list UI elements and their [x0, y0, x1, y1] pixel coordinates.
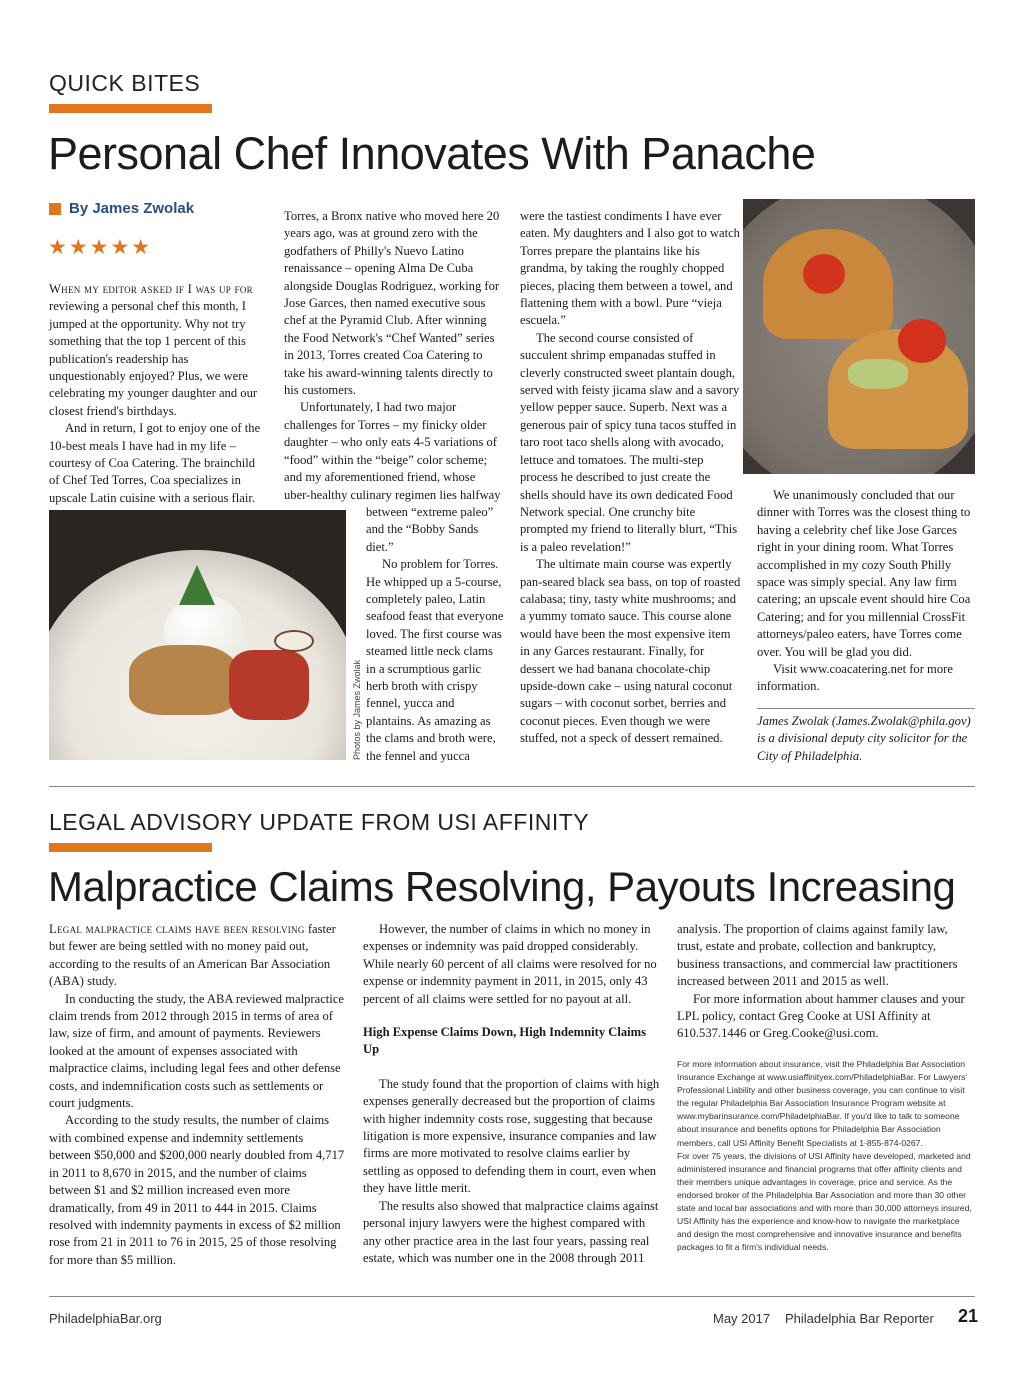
subhead: High Expense Claims Down, High Indemnity Claims Up	[363, 1025, 647, 1057]
cake-slice	[129, 645, 239, 715]
paragraph: In conducting the study, the ABA reviewed malpractice claim trends from 2012 through 2015 in terms of area of law, size of firm, and amount of payments. Reviewers looked at the amount of expenses associated with malpractice claims, including legal fees and other defense costs, and indemnification costs such as settlements or court judgments.	[49, 991, 344, 1111]
paragraph: No problem for Torres. He whipped up a 5-course, completely paleo, Latin seafood feast that everyone loved. The first course was steamed little neck clams in a scrumptious garlic herb broth with crispy fennel, yucca and plantains. As amazing as the clams and broth were, the fennel and yucca	[366, 557, 504, 763]
lead-in: When my editor asked if I was up for	[49, 282, 253, 296]
paragraph: According to the study results, the number of claims with combined expense and indemnity settlements between $50,000 and $200,000 nearly doubled from 4,717 in 2011 to 8,670 in 2015, and the number of claims between $1 and $2 million increased even more dramatically, from 49 in 2011 to 444 in 2015. Claims resolved with indemnity payments in excess of $2 million rose from 21 in 2011 to 76 in 2015, 25 of those resolving for more than $5 million.	[49, 1113, 345, 1267]
paragraph: We unanimously concluded that our dinner with Torres was the closest thing to having a celebrity chef like Jose Garces right in your dining room. What Torres accomplished in my cozy South Philly space was simply special. Any law firm catering; an upscale event should hire Coa Catering; and for you millennial CrossFit attorneys/paleo eaters, have Torres come over. You will be glad you did.	[757, 488, 971, 659]
paragraph: For more information about hammer clauses and your LPL policy, contact Greg Cooke at USI Affinity at 610.537.1446 or Greg.Cooke@usi.com.	[677, 991, 965, 1041]
section-label-quick-bites: QUICK BITES	[49, 70, 201, 96]
article-column-4	[757, 487, 977, 696]
paragraph: between “extreme paleo” and the “Bobby Sands diet.”	[366, 505, 494, 554]
tomato-slice	[898, 319, 946, 363]
tacos-photo	[743, 199, 975, 474]
paragraph: The second course consisted of succulent shrimp empanadas stuffed in cleverly constructed sweet plantain dough, served with feisty jicama slaw and a savory yellow pepper sauce. Superb. Next was a generous pair of spicy tuna tacos stuffed in taro root taco shells along with avocado, lettuce and tomatoes. The multi-step process he described to just create the shells should have its own dedicated Food Network special. One crunchy bite prompted my friend to literally blurt, “This is a paleo revelation!”	[520, 330, 740, 554]
rating-stars-icon: ★★★★★	[48, 235, 153, 259]
paragraph: Visit www.coacatering.net for more information.	[757, 662, 953, 694]
byline	[49, 200, 194, 217]
section-label-legal-advisory: LEGAL ADVISORY UPDATE FROM USI AFFINITY	[49, 809, 590, 835]
article-column-2-wrap	[366, 504, 504, 765]
section-accent-bar	[49, 104, 212, 113]
article-column-2	[363, 921, 661, 1267]
section-accent-bar	[49, 843, 212, 852]
avocado	[848, 359, 908, 389]
page-number: 21	[958, 1306, 979, 1326]
footer-site-link[interactable]: PhiladelphiaBar.org	[49, 1311, 162, 1326]
paragraph: And in return, I got to enjoy one of the 10-best meals I have had in my life – courtesy of Coa Catering. The brainchild of Chef Ted Torres, Coa specializes in upscale Latin cuisine with a serious flair.	[49, 421, 261, 505]
paragraph: The results also showed that malpractice claims against personal injury lawyers were the highest compared with any other practice area in the last four years, passing real estate, which was number one in the 2008 through 2011	[363, 1198, 659, 1265]
paragraph: Unfortunately, I had two major challenges for Torres – my finicky older daughter – who only eats 4-5 variations of “food” within the “beige” color scheme; and my aforementioned friend, whose uber-healthy culinary regimen lies halfway	[284, 400, 501, 502]
footer-publication: Philadelphia Bar Reporter	[785, 1311, 934, 1326]
bio-divider	[757, 708, 975, 709]
fine-print-paragraph: For more information about insurance, visit the Philadelphia Bar Association Insurance Exchange at www.usiaffinityex.com/PhiladelphiaBar. For Lawyers' Professional Liability and other business coverage, you can continue to visit the regular Philadelphia Bar Association Insurance Program website at www.mybarinsurance.com/PhiladelphiaBar. If you'd like to talk to someone about insurance and benefits options for Philadelphia Bar Association members, call USI Affinity Benefit Specialists at 1-855-874-0267.	[677, 1059, 967, 1148]
insurance-fine-print	[677, 1058, 975, 1254]
mint-leaf	[179, 565, 215, 605]
coconut-piece	[274, 630, 314, 652]
article-headline: Personal Chef Innovates With Panache	[48, 128, 816, 179]
article-divider	[49, 786, 975, 787]
paragraph: analysis. The proportion of claims against family law, trust, estate and probate, collection and bankruptcy, business transactions, and commercial law practitioners increased between 2011 and 2015 as well.	[677, 922, 958, 989]
footer-divider	[49, 1296, 975, 1297]
tomato-slice	[803, 254, 845, 294]
paragraph: Torres, a Bronx native who moved here 20 years ago, was at ground zero with the godfathers of Philly's Nuevo Latino renaissance – opening Alma De Cuba alongside Douglas Rodriguez, working for Jose Garces, then named executive sous chef at the Pyramid Club. After winning the Food Network's “Chef Wanted” series in 2013, Torres created Coa Catering to take his award-winning talents directly to his customers.	[284, 209, 500, 398]
article-headline: Malpractice Claims Resolving, Payouts Increasing	[48, 863, 956, 910]
footer-issue-date: May 2017	[713, 1311, 771, 1326]
paragraph: However, the number of claims in which no money in expenses or indemnity was paid dropped considerably. While nearly 60 percent of all claims were resolved for no expense or indemnity payment in 2011, in 2015, only 43 percent of all claims were settled for no payout at all.	[363, 922, 657, 1006]
paragraph: faster but fewer are being settled with no money paid out, according to the results of an American Bar Association (ABA) study.	[49, 922, 336, 989]
berries	[229, 650, 309, 720]
paragraph: were the tastiest condiments I have ever eaten. My daughters and I also got to watch Torres prepare the plantains like his grandma, by taking the roughly chopped pieces, placing them between a towel, and flattening them with a bowl. Pure “vieja escuela.”	[520, 209, 740, 328]
paragraph: The ultimate main course was expertly pan-seared black sea bass, on top of roasted calabasa; tiny, tasty white mushrooms; and a yummy tomato sauce. This course alone would have been the most expensive item in any Garces restaurant. Finally, for dessert we had banana chocolate-chip upside-down cake – using natural coconut sugars – with coconut sorbet, berries and coconut pieces. Even though we were stuffed, not a speck of dessert remained.	[520, 557, 741, 746]
lead-in: Legal malpractice claims have been resolving	[49, 922, 305, 936]
byline-text: By James Zwolak	[69, 200, 195, 217]
article-column-3	[677, 921, 975, 1043]
paragraph: The study found that the proportion of claims with high expenses generally decreased but the proportion of claims with higher indemnity costs rose, suggesting that because litigation is more expensive, insurance companies and law firms are more motivated to resolve claims earlier by settling as opposed to defending them in court, even when they have little merit.	[363, 1076, 660, 1196]
author-bio: James Zwolak (James.Zwolak@phila.gov) is a divisional deputy city solicitor for the City of Philadelphia.	[757, 714, 971, 763]
article-column-1	[49, 281, 265, 507]
article-column-3	[520, 208, 742, 748]
paragraph: reviewing a personal chef this month, I jumped at the opportunity. Why not try something that the top 1 percent of this publication's readership has unquestionably enjoyed? Plus, we were celebrating my younger daughter and our closest friend's birthdays.	[49, 299, 258, 418]
article-column-2	[284, 208, 504, 504]
byline-marker-icon	[49, 203, 61, 215]
article-column-1	[49, 921, 347, 1269]
photo-credit: Photos by James Zwolak	[352, 659, 362, 760]
dessert-photo	[49, 510, 346, 760]
fine-print-paragraph: For over 75 years, the divisions of USI Affinity have developed, marketed and administered insurance and financial programs that offer affinity clients and their members unique advantages in coverage, price and service. As the endorsed broker of the Philadelphia Bar Association and more than 30 other state and local bar associations and with more than 30,000 attorneys insured, USI Affinity has the experience and know-how to navigate the marketplace and design the most comprehensive and innovative insurance and benefits packages to fit a firm's individual needs.	[677, 1150, 972, 1253]
